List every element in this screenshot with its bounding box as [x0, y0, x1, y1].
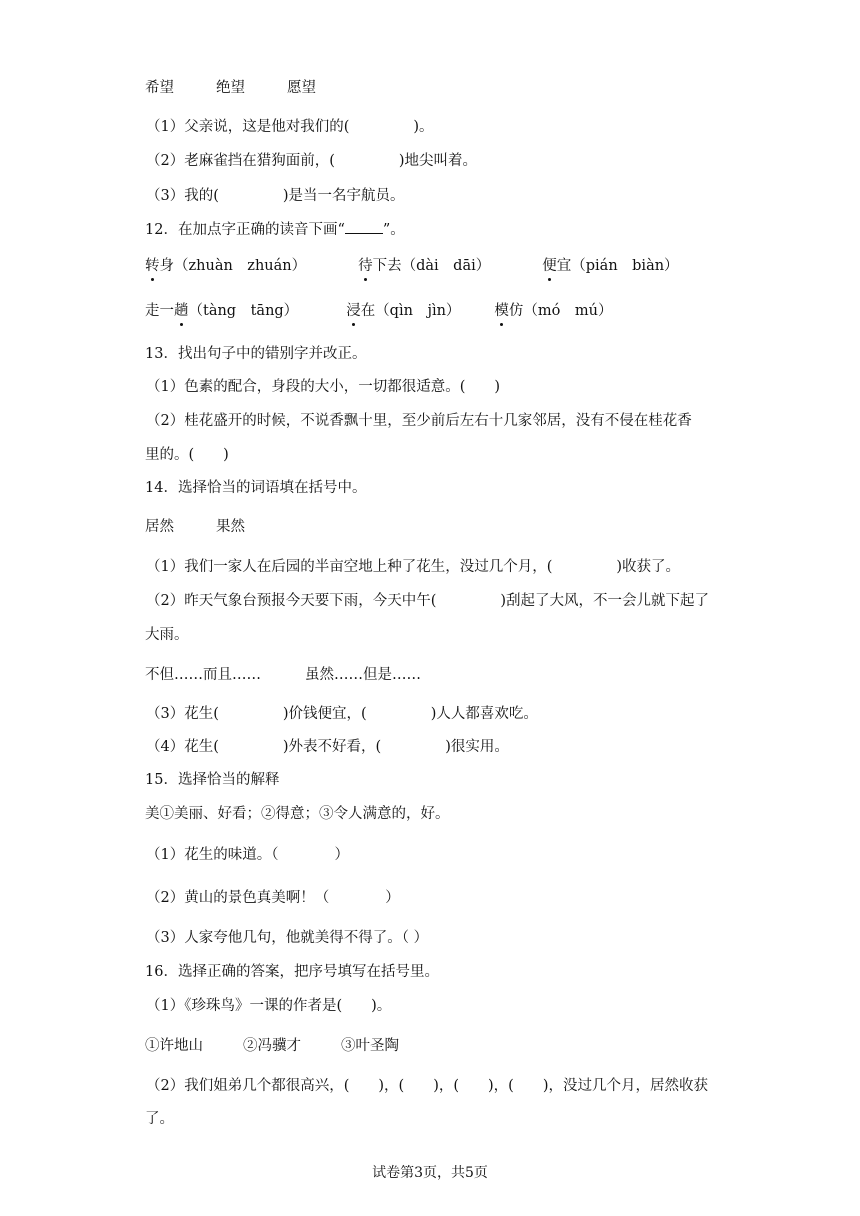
word-choice: 居然 [145, 519, 174, 535]
q16-sentence-2a: （2）我们姐弟几个都很高兴，( )，( )，( )，( )，没过几个月，居然收获 [146, 1078, 708, 1094]
option[interactable]: ①许地山 [145, 1038, 203, 1054]
pinyin-item[interactable]: 模仿（mó mú） [494, 303, 613, 319]
question-12-title: 12．在加点字正确的读音下画“ ”。 [145, 222, 405, 238]
pinyin-row-2 [145, 301, 613, 321]
q11-sentence-1: （1）父亲说，这是他对我们的( )。 [146, 119, 434, 135]
question-13-title: 13．找出句子中的错别字并改正。 [145, 346, 367, 362]
question-15-title: 15．选择恰当的解释 [145, 772, 280, 788]
q14-sentence-2: （2）昨天气象台预报今天要下雨，今天中午( )刮起了大风，不一会儿就下起了 [146, 593, 710, 609]
word-choice: 愿望 [287, 80, 316, 96]
pinyin-item[interactable]: 便宜（pián biàn） [542, 258, 679, 274]
option[interactable]: ③叶圣陶 [341, 1038, 399, 1054]
q14-sentence-4: （4）花生( )外表不好看，( )很实用。 [146, 739, 509, 755]
question-16-title: 16．选择正确的答案，把序号填写在括号里。 [145, 964, 439, 980]
word-choice: 希望 [145, 80, 174, 96]
pinyin-item[interactable]: 转身（zhuàn zhuán） [145, 258, 307, 274]
word-choices-14a [145, 517, 245, 537]
q15-sentence-3: （3）人家夸他几句，他就美得不得了。（ ） [146, 930, 429, 946]
pinyin-item[interactable]: 待下去（dài dāi） [358, 258, 491, 274]
word-choice: 果然 [216, 519, 245, 535]
word-choice: 绝望 [216, 80, 245, 96]
q16-options [145, 1036, 399, 1056]
pinyin-item[interactable]: 走一趟（tàng tāng） [145, 303, 299, 319]
q11-sentence-3: （3）我的( )是当一名宇航员。 [146, 188, 405, 204]
q13-sentence-2a: （2）桂花盛开的时候，不说香飘十里，至少前后左右十几家邻居，没有不侵在桂花香 [146, 413, 692, 429]
q14-sentence-1: （1）我们一家人在后园的半亩空地上种了花生，没过几个月，( )收获了。 [146, 559, 681, 575]
pinyin-item[interactable]: 浸在（qìn jìn） [346, 303, 461, 319]
word-choice: 不但……而且…… [145, 667, 261, 683]
q11-sentence-2: （2）老麻雀挡在猎狗面前，( )地尖叫着。 [146, 153, 478, 169]
question-14-title: 14．选择恰当的词语填在括号中。 [145, 480, 367, 496]
q13-sentence-2b: 里的。( ) [145, 447, 229, 463]
q16-sentence-1: （1）《珍珠鸟》一课的作者是( )。 [146, 998, 392, 1014]
word-choices-11 [145, 78, 316, 98]
underline-sample [345, 221, 383, 234]
word-choice: 虽然……但是…… [305, 667, 421, 683]
page-footer: 试卷第3页，共5页 [372, 1165, 488, 1181]
pinyin-row-1 [145, 256, 679, 276]
q15-sentence-2: （2）黄山的景色真美啊！（ ） [146, 890, 400, 906]
option[interactable]: ②冯骥才 [243, 1038, 301, 1054]
definition-list: 美①美丽、好看；②得意；③令人满意的，好。 [145, 806, 450, 822]
word-choices-14b [145, 665, 421, 685]
q13-sentence-1: （1）色素的配合，身段的大小，一切都很适意。( ) [146, 379, 501, 395]
q14-sentence-3: （3）花生( )价钱便宜，( )人人都喜欢吃。 [146, 706, 538, 722]
q15-sentence-1: （1）花生的味道。（ ） [146, 847, 349, 863]
q14-sentence-2c: 大雨。 [145, 627, 189, 643]
q16-sentence-2b: 了。 [145, 1111, 174, 1127]
